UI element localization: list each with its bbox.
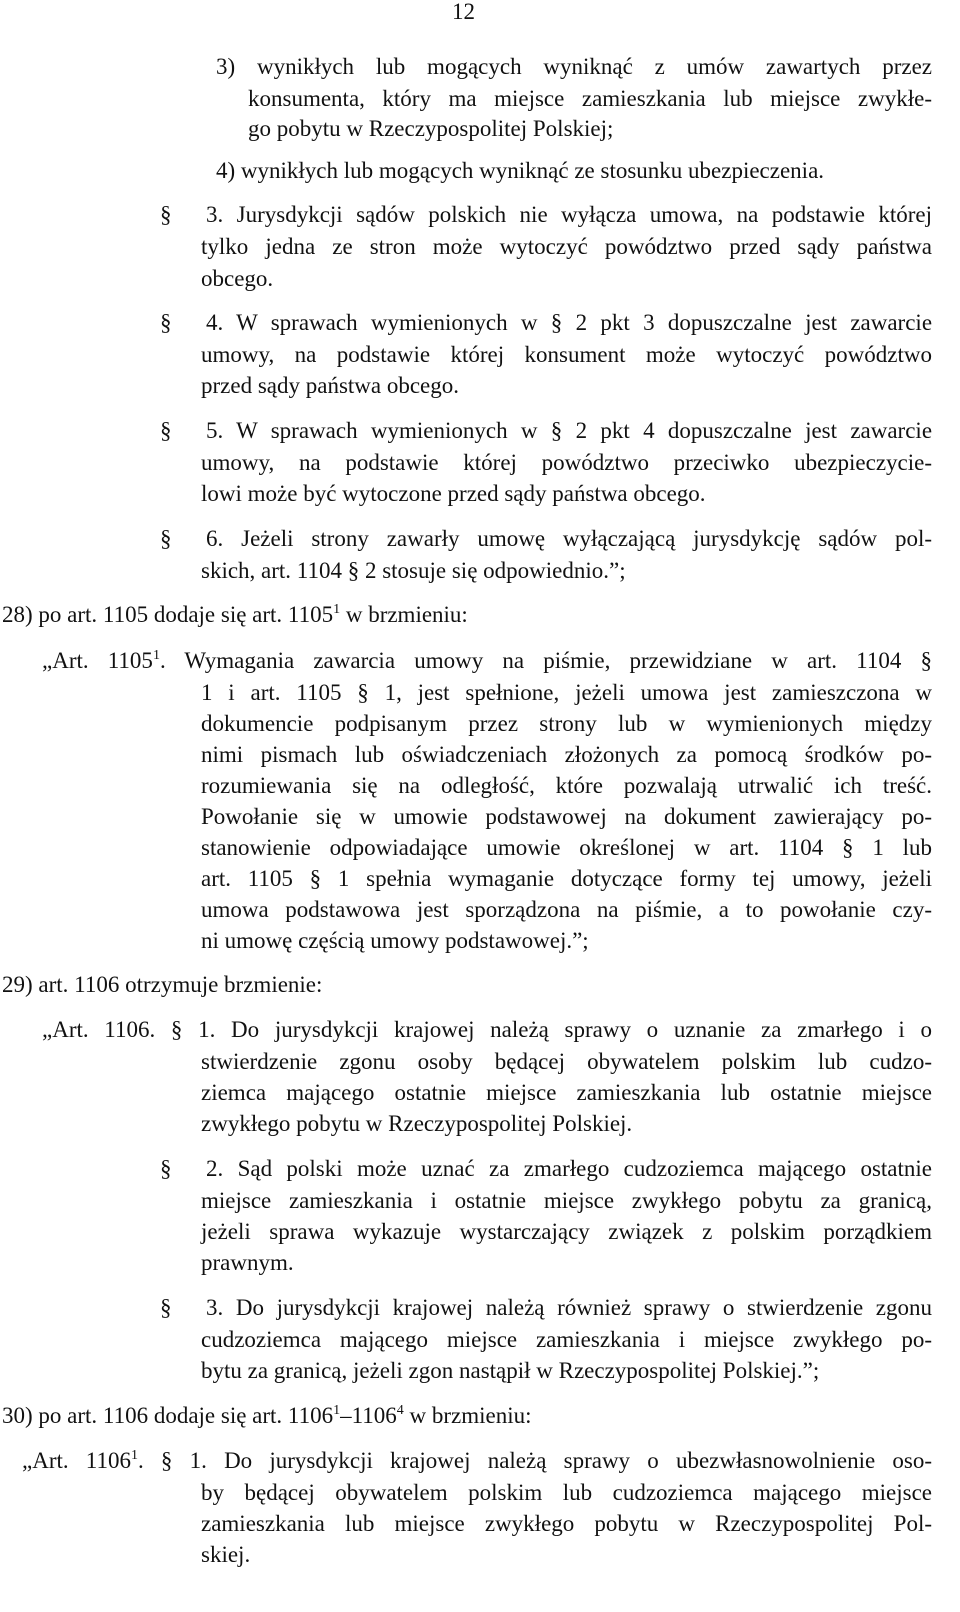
section-symbol: § bbox=[160, 310, 172, 335]
line-text-a: 1 i art. 1105 bbox=[201, 680, 342, 705]
point-29-s3-line-2: cudzoziemca mającego miejsce zamieszkania i miejsce zwykłego po- bbox=[201, 1327, 932, 1352]
section-3-text: 3. Do jurysdykcji krajowej należą również sprawy o stwierdzenie zgonu bbox=[206, 1295, 932, 1320]
paragraph-6-text: 6. Jeżeli strony zawarły umowę wyłączającą jurysdykcję sądów pol- bbox=[206, 526, 932, 551]
paragraph-5-first-line bbox=[160, 416, 932, 446]
line-text-b: 1 spełnia wymaganie dotyczące formy tej umowy, jeżeli bbox=[337, 866, 932, 891]
section-symbol: § bbox=[842, 835, 854, 860]
superscript: 1 bbox=[152, 648, 160, 663]
section-symbol: § bbox=[550, 418, 563, 443]
point-28-article-line bbox=[42, 646, 932, 676]
article-number: „Art. 1106. bbox=[42, 1017, 156, 1042]
line-text-b: 1 lub bbox=[872, 835, 933, 860]
superscript: 1 bbox=[130, 1448, 138, 1463]
point-30-intro-text: 30) po art. 1106 dodaje się art. 1106 bbox=[2, 1403, 334, 1428]
section-symbol: § bbox=[347, 558, 360, 583]
page-number: 12 bbox=[452, 0, 475, 24]
paragraph-4-text-b: 2 pkt 3 dopuszczalne jest zawarcie bbox=[575, 310, 933, 335]
point-28-line-8 bbox=[201, 864, 932, 894]
point-30-line-2: by będącej obywatelem polskim lub cudzoziemca mającego miejsce bbox=[201, 1480, 932, 1505]
section-symbol: § bbox=[357, 680, 369, 705]
point-28-line-2 bbox=[201, 678, 932, 708]
paragraph-5-text-b: 2 pkt 4 dopuszczalne jest zawarcie bbox=[575, 418, 933, 443]
item-4-line: 4) wynikłych lub mogących wyniknąć ze stosunku ubezpieczenia. bbox=[216, 158, 825, 183]
item-3-line-3: go pobytu w Rzeczypospolitej Polskiej; bbox=[248, 116, 614, 141]
point-28-line-3: dokumencie podpisanym przez strony lub w wymienionych między bbox=[201, 711, 932, 736]
point-28-intro bbox=[2, 600, 468, 630]
line-text-a: stanowienie odpowiadające umowie określonej w art. 1104 bbox=[201, 835, 824, 860]
paragraph-6-text-a: skich, art. 1104 bbox=[201, 558, 342, 583]
point-28-line-7 bbox=[201, 833, 932, 863]
article-number: „Art. 1105 bbox=[42, 648, 153, 673]
point-29-s2-line-3: jeżeli sprawa wykazuje wystarczający związek z polskim porządkiem bbox=[201, 1219, 932, 1244]
paragraph-5-text-a: 5. W sprawach wymienionych w bbox=[206, 418, 538, 443]
article-text: 1. Do jurysdykcji krajowej należą sprawy o ubezwłasnowolnienie oso- bbox=[189, 1448, 933, 1473]
article-text: 1. Do jurysdykcji krajowej należą sprawy o uznanie za zmarłego i o bbox=[198, 1017, 932, 1042]
point-30-line-3: zamieszkania lub miejsce zwykłego pobytu w Rzeczypospolitej Pol- bbox=[201, 1511, 932, 1536]
point-29-s1-line-4: zwykłego pobytu w Rzeczypospolitej Polskiej. bbox=[201, 1111, 633, 1136]
point-29-article-line bbox=[42, 1015, 932, 1045]
article-dot: . bbox=[137, 1448, 144, 1473]
point-30-article-line bbox=[22, 1446, 932, 1476]
section-symbol: § bbox=[170, 1017, 183, 1042]
paragraph-5-line-2: umowy, na podstawie której powództwo przeciwko ubezpieczycie- bbox=[201, 450, 932, 475]
point-30-intro-end: w brzmieniu: bbox=[409, 1403, 532, 1428]
paragraph-3-first-line bbox=[160, 200, 932, 230]
point-29-s2-line-2: miejsce zamieszkania i ostatnie miejsce zwykłego pobytu za granicą, bbox=[201, 1188, 932, 1213]
item-3-line-2: konsumenta, który ma miejsce zamieszkania lub miejsce zwykłe- bbox=[248, 86, 932, 111]
section-symbol: § bbox=[550, 310, 563, 335]
point-29-s2-first-line bbox=[160, 1154, 932, 1184]
paragraph-3-line-2: tylko jedna ze stron może wytoczyć powództwo przed sądy państwa bbox=[201, 234, 932, 259]
section-symbol: § bbox=[309, 866, 322, 891]
point-28-line-4: nimi pismach lub oświadczeniach złożonych za pomocą środków po- bbox=[201, 742, 932, 767]
section-symbol: § bbox=[160, 418, 172, 443]
point-29-s1-line-2: stwierdzenie zgonu osoby będącej obywatelem polskim lub cudzo- bbox=[201, 1049, 932, 1074]
paragraph-6-line-2 bbox=[201, 556, 626, 586]
point-29-s3-first-line bbox=[160, 1293, 932, 1323]
point-29-s1-line-3: ziemca mającego ostatnie miejsce zamieszkania lub ostatnie miejsce bbox=[201, 1080, 932, 1105]
paragraph-3-text: 3. Jurysdykcji sądów polskich nie wyłącza umowa, na podstawie której bbox=[206, 202, 932, 227]
paragraph-5-line-3: lowi może być wytoczone przed sądy państwa obcego. bbox=[201, 481, 706, 506]
line-text-a: art. 1105 bbox=[201, 866, 293, 891]
point-28-line-5: rozumiewania się na odległość, które pozwalają utrwalić ich treść. bbox=[201, 773, 932, 798]
point-30-line-4: skiej. bbox=[201, 1542, 251, 1567]
paragraph-4-line-3: przed sądy państwa obcego. bbox=[201, 373, 460, 398]
article-text: . Wymagania zawarcia umowy na piśmie, przewidziane w art. 1104 bbox=[159, 648, 902, 673]
point-29-s3-line-3: bytu za granicą, jeżeli zgon nastąpił w Rzeczypospolitej Polskiej.”; bbox=[201, 1358, 820, 1383]
paragraph-4-line-2: umowy, na podstawie której konsument może wytoczyć powództwo bbox=[201, 342, 932, 367]
superscript: 1 bbox=[333, 1403, 341, 1418]
point-28-intro-text: 28) po art. 1105 dodaje się art. 1105 bbox=[2, 602, 334, 627]
item-3-line-1: 3) wynikłych lub mogących wyniknąć z umów zawartych przez bbox=[216, 54, 932, 79]
section-symbol: § bbox=[920, 648, 933, 673]
point-30-intro bbox=[2, 1401, 531, 1431]
section-symbol: § bbox=[160, 202, 172, 227]
point-28-line-10: ni umowę częścią umowy podstawowej.”; bbox=[201, 928, 589, 953]
superscript: 1 bbox=[333, 602, 341, 617]
point-30-intro-range: –1106 bbox=[340, 1403, 397, 1428]
paragraph-6-first-line bbox=[160, 524, 932, 554]
point-28-line-9: umowa podstawowa jest sporządzona na piśmie, a to powołanie czy- bbox=[201, 897, 932, 922]
section-symbol: § bbox=[160, 526, 172, 551]
point-29-s2-line-4: prawnym. bbox=[201, 1250, 294, 1275]
section-symbol: § bbox=[160, 1295, 172, 1320]
point-28-line-6: Powołanie się w umowie podstawowej na dokument zawierający po- bbox=[201, 804, 932, 829]
paragraph-4-text-a: 4. W sprawach wymienionych w bbox=[206, 310, 538, 335]
paragraph-4-first-line bbox=[160, 308, 932, 338]
section-2-text: 2. Sąd polski może uznać za zmarłego cudzoziemca mającego ostatnie bbox=[206, 1156, 932, 1181]
line-text-b: 1, jest spełnione, jeżeli umowa jest zamieszczona w bbox=[384, 680, 933, 705]
paragraph-6-text-b: 2 stosuje się odpowiednio.”; bbox=[364, 558, 626, 583]
superscript: 4 bbox=[396, 1403, 404, 1418]
article-number: „Art. 1106 bbox=[22, 1448, 131, 1473]
section-symbol: § bbox=[160, 1448, 173, 1473]
paragraph-3-line-3: obcego. bbox=[201, 266, 274, 291]
section-symbol: § bbox=[160, 1156, 172, 1181]
point-28-intro-end: w brzmieniu: bbox=[345, 602, 468, 627]
point-29-intro: 29) art. 1106 otrzymuje brzmienie: bbox=[2, 972, 323, 997]
